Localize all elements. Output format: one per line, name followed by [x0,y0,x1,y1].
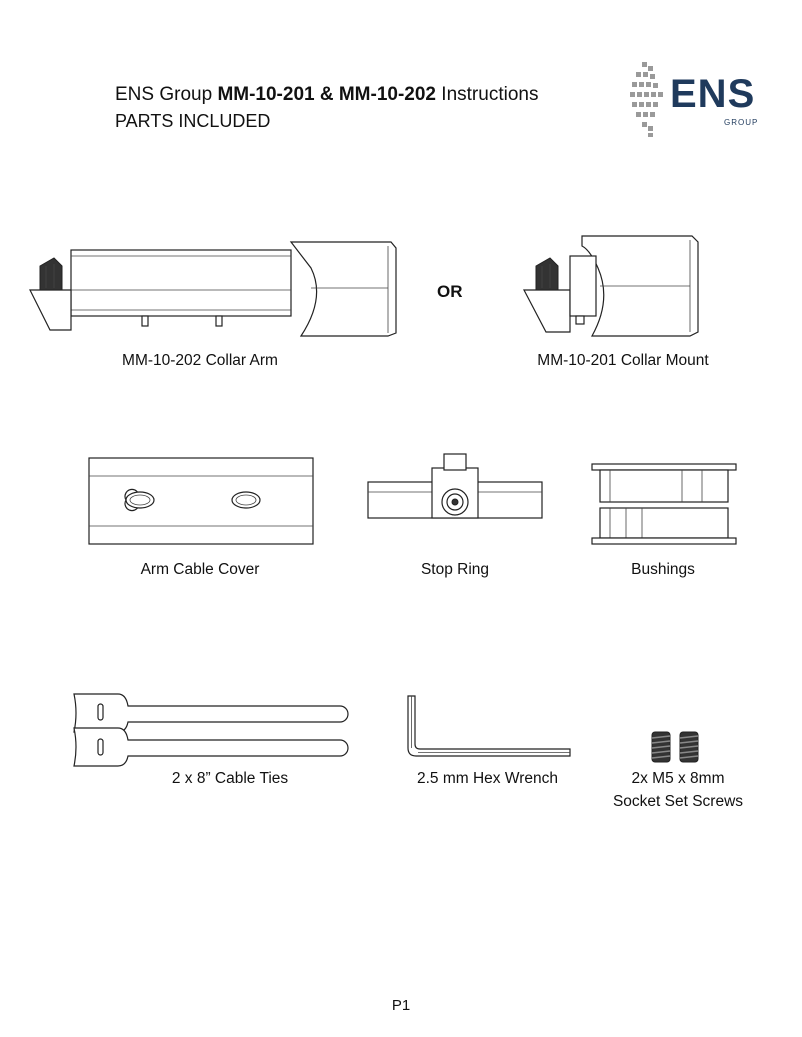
collar-arm-drawing [26,238,408,338]
logo-subtext: GROUP [724,118,759,127]
logo-wordmark: ENS [670,72,756,116]
document-title [115,84,538,106]
collar-arm-label: MM-10-202 Collar Arm [122,352,278,369]
page-number: P1 [391,997,411,1014]
ens-group-logo [628,58,768,142]
cable-ties-drawing [68,692,354,768]
bushings-drawing [590,462,738,546]
title-suffix: Instructions [436,84,539,105]
hex-wrench-label: 2.5 mm Hex Wrench [417,770,558,787]
stop-ring-drawing [366,452,546,522]
bushings-label: Bushings [631,561,695,578]
section-subtitle: PARTS INCLUDED [115,111,271,131]
stop-ring-label: Stop Ring [420,561,490,578]
cable-ties-label: 2 x 8” Cable Ties [171,770,289,787]
set-screws-label-line1: 2x M5 x 8mm [631,770,725,787]
collar-mount-label: MM-10-201 Collar Mount [537,352,709,369]
hex-wrench-drawing [402,692,574,760]
collar-mount-drawing [520,232,710,338]
set-screws-drawing [646,728,708,764]
set-screws-label-line2: Socket Set Screws [612,793,744,810]
title-models: MM-10-201 & MM-10-202 [217,84,437,105]
arm-cable-cover-drawing [88,456,316,546]
title-prefix: ENS Group [115,84,218,105]
arm-cable-cover-label: Arm Cable Cover [140,561,260,578]
or-separator: OR [437,282,463,301]
